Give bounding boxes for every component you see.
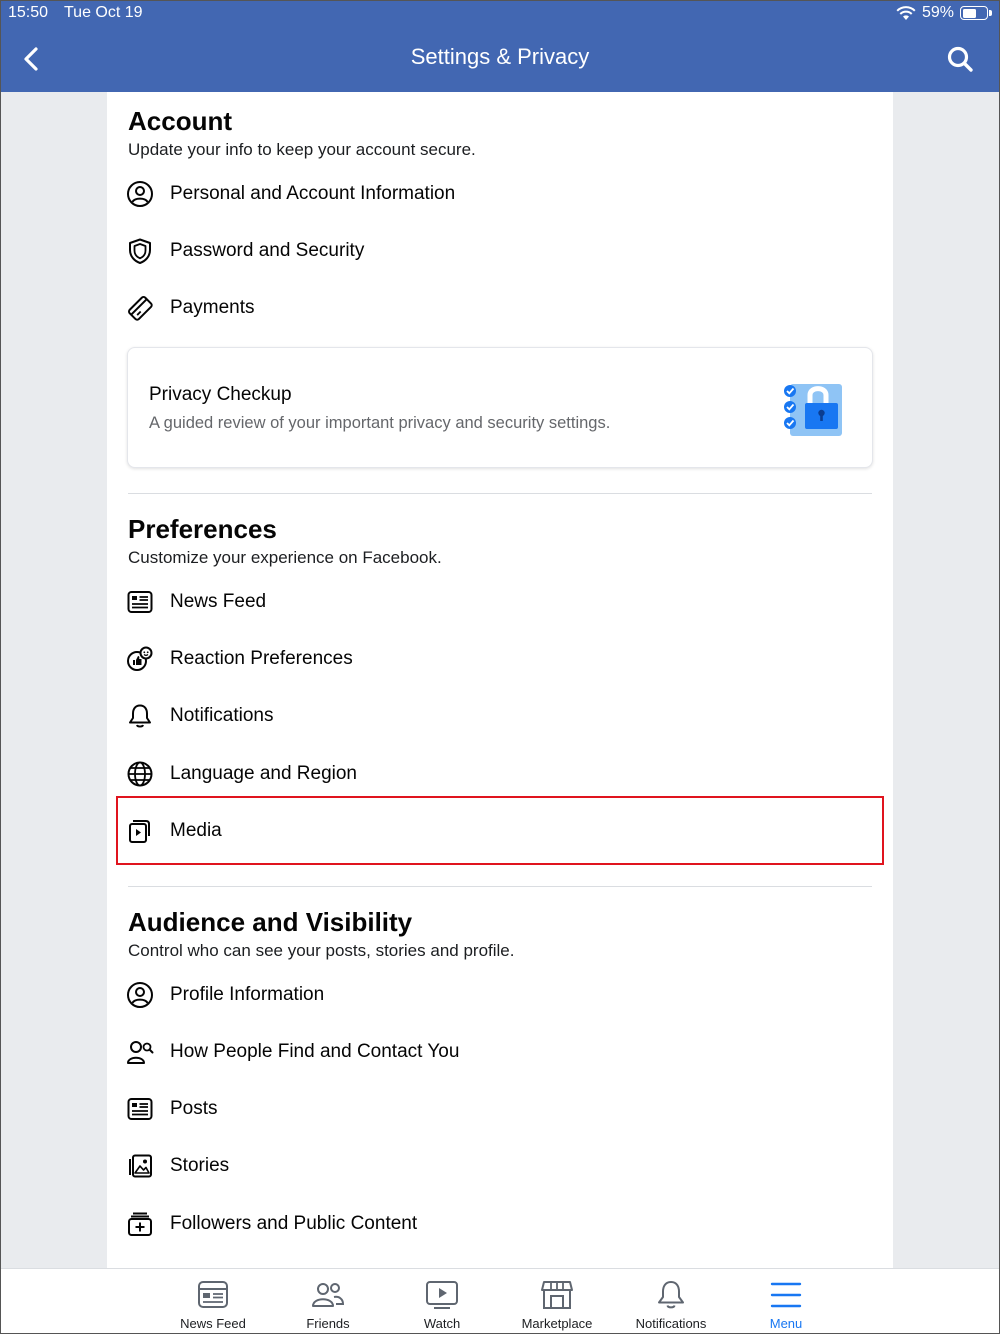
reaction-icon [125,644,155,674]
menu-item-label: Reaction Preferences [170,648,353,669]
status-time: 15:50 [8,4,49,21]
menu-item-label: Profile Information [170,984,325,1005]
menu-item-news-feed[interactable] [125,578,865,626]
menu-item-personal-account-info[interactable] [125,170,865,218]
marketplace-icon [540,1279,574,1311]
menu-item-posts[interactable] [125,1085,865,1133]
menu-item-label: Media [170,820,222,841]
settings-content [107,92,893,1268]
menu-item-label: Posts [170,1098,218,1119]
preferences-title: Preferences [128,514,277,544]
section-divider [128,493,872,494]
page-title: Settings & Privacy [410,44,590,69]
tab-label: Friends [306,1316,350,1331]
menu-item-notifications[interactable] [125,692,865,740]
header-bar [0,0,1000,92]
user-search-icon [125,1037,155,1067]
highlight-box-media [116,796,884,865]
search-button[interactable] [946,44,974,74]
menu-item-language-region[interactable] [125,750,865,798]
wifi-icon [896,6,916,21]
user-circle-icon [125,980,155,1010]
tab-marketplace[interactable] [502,1269,612,1334]
battery-icon [960,6,988,20]
privacy-checkup-title: Privacy Checkup [149,384,292,405]
tab-friends[interactable] [273,1269,383,1334]
stories-icon [125,1151,155,1181]
news-feed-icon [125,587,155,617]
bell-icon [125,701,155,731]
privacy-checkup-subtitle: A guided review of your important privacy and security settings. [149,414,611,432]
user-circle-icon [125,179,155,209]
tag-card-icon [125,293,155,323]
shield-icon [125,236,155,266]
menu-item-label: Stories [170,1155,230,1176]
status-right [896,4,988,22]
battery-percent: 59% [921,4,954,21]
menu-item-label: Payments [170,297,255,318]
preferences-subtitle: Customize your experience on Facebook. [128,548,442,567]
tab-label: Watch [423,1316,461,1331]
tab-label: Notifications [635,1316,707,1331]
section-divider [128,886,872,887]
menu-item-label: News Feed [170,591,267,612]
menu-item-label: How People Find and Contact You [170,1041,460,1062]
posts-icon [125,1094,155,1124]
audience-title: Audience and Visibility [128,907,413,937]
menu-item-label: Personal and Account Information [170,183,456,204]
menu-item-find-contact[interactable] [125,1028,865,1076]
lock-checklist-icon [782,378,844,438]
account-subtitle: Update your info to keep your account secure. [128,140,476,159]
menu-item-password-security[interactable] [125,227,865,275]
bell-icon [654,1279,688,1311]
menu-item-label: Password and Security [170,240,365,261]
menu-item-reaction-preferences[interactable] [125,635,865,683]
tab-label: Menu [769,1316,803,1331]
tab-label: Marketplace [521,1316,593,1331]
privacy-checkup-card[interactable] [127,347,873,468]
menu-item-stories[interactable] [125,1142,865,1190]
tab-notifications[interactable] [616,1269,726,1334]
news-feed-icon [196,1279,230,1311]
account-title: Account [128,106,232,136]
menu-item-profile-information[interactable] [125,971,865,1019]
followers-icon [125,1209,155,1239]
audience-subtitle: Control who can see your posts, stories and profile. [128,941,515,960]
tab-news-feed[interactable] [158,1269,268,1334]
friends-icon [311,1279,345,1311]
menu-item-followers-public-content[interactable] [125,1200,865,1248]
menu-item-label: Followers and Public Content [170,1213,418,1234]
status-bar [0,0,1000,26]
tab-menu[interactable] [731,1269,841,1334]
tab-label: News Feed [180,1316,246,1331]
bottom-tab-bar [0,1268,1000,1334]
menu-item-label: Notifications [170,705,274,726]
tab-watch[interactable] [387,1269,497,1334]
globe-icon [125,759,155,789]
status-date: Tue Oct 19 [64,4,143,21]
watch-icon [425,1279,459,1311]
menu-icon [769,1279,803,1311]
menu-item-payments[interactable] [125,284,865,332]
menu-item-label: Language and Region [170,763,358,784]
